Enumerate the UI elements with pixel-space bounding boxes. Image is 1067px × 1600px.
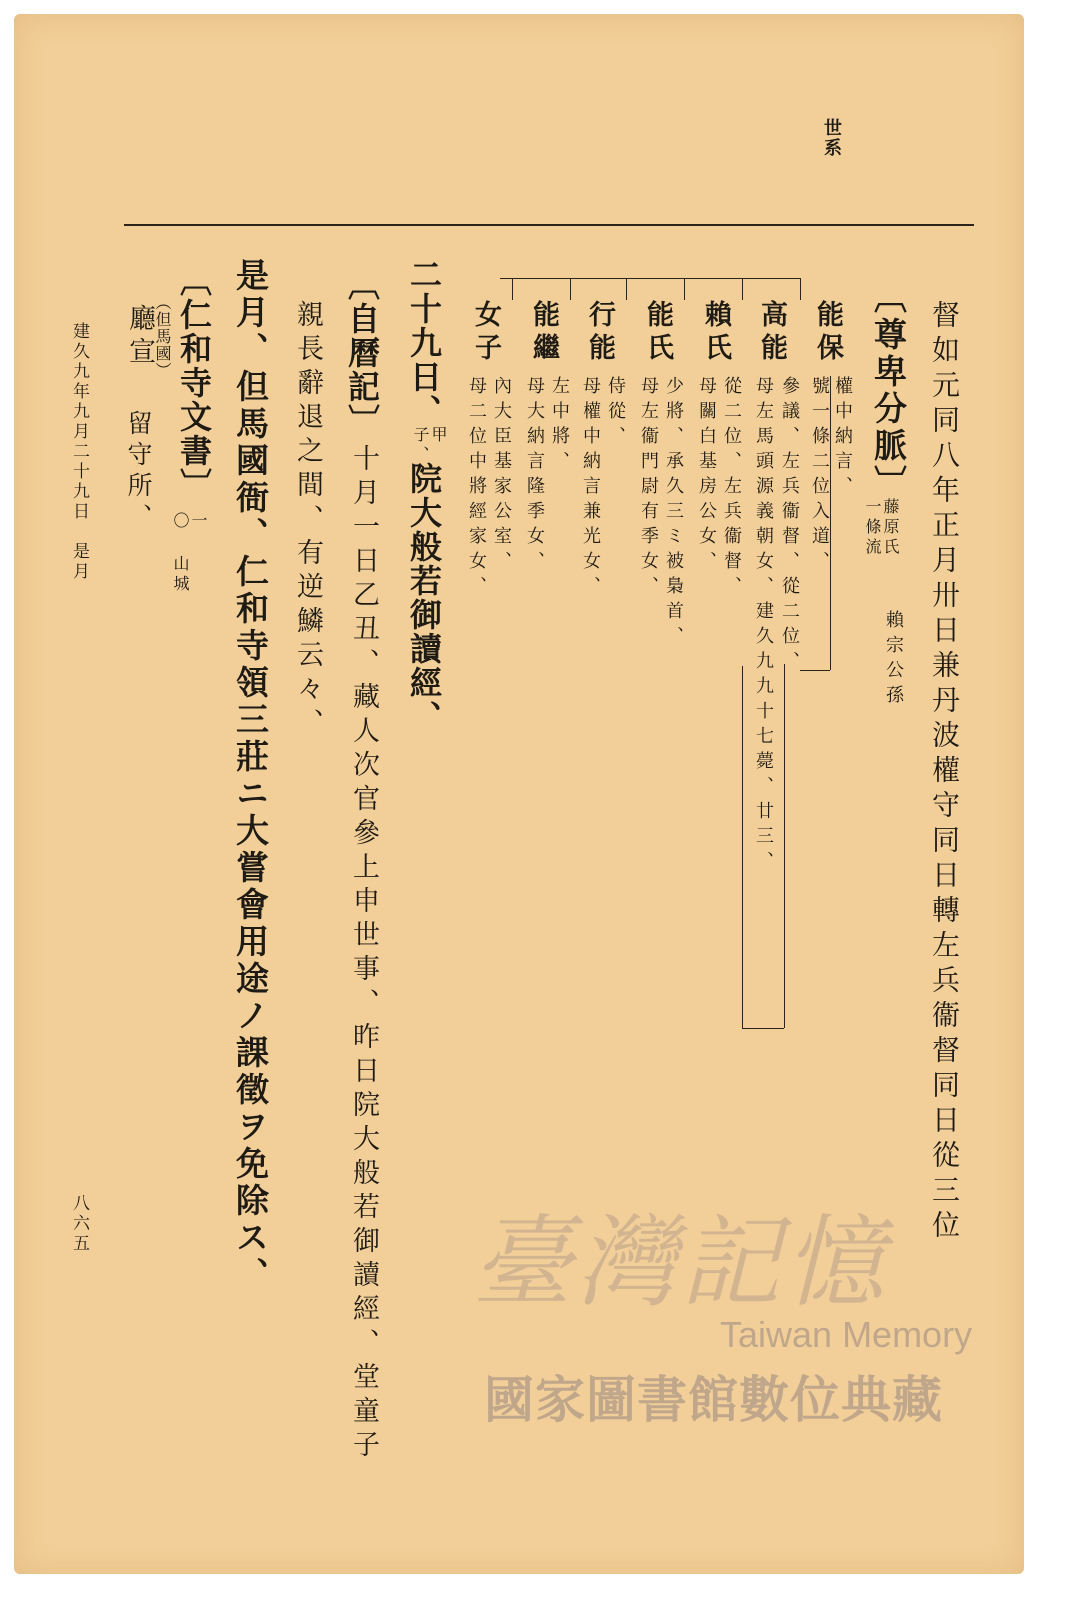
book-page (14, 14, 1024, 1574)
tree-line (742, 666, 743, 1028)
ninnaji-source-label: 〔仁和寺文書〕 (175, 264, 213, 502)
tree-line (626, 278, 627, 300)
daughter-note-2: 母二位中將經家女、 (466, 376, 487, 601)
tree-line (830, 376, 831, 670)
watermark-english: Taiwan Memory (720, 1314, 973, 1355)
tree-line (742, 278, 743, 300)
yoshiyasu-note-1: 權中納言、 (832, 376, 853, 501)
page-number: 八六五 (69, 1194, 89, 1254)
takayoshi-note-1: 參議、左兵衞督、從二位、 (779, 376, 800, 676)
tajima-note: （但馬國） (153, 294, 172, 379)
rusudokoro-text: 留守所、 (124, 410, 153, 534)
yoriuji-note-2: 母關白基房公女、 (696, 376, 717, 576)
daughter-note-1: 內大臣基家公室、 (491, 376, 512, 576)
sonpi-note-c: 賴宗公孫 (883, 610, 904, 710)
chosen-text: 廳宣 (124, 304, 155, 370)
text-line-chikanaga: 親長辭退之間、有逆鱗云々、 (292, 300, 323, 742)
header-rule (124, 224, 974, 226)
takayoshi-note-2: 母左馬頭源義朝女、建久九九十七薨、廿三、 (753, 376, 774, 876)
sonpi-note-a: 藤原氏 (881, 498, 900, 558)
watermark-library-name: 國家圖書館數位典藏 (484, 1371, 943, 1429)
jireki-text: 十月一日乙丑、藏人次官參上申世事、昨日院大般若御讀經、堂童子 (348, 444, 379, 1464)
tree-line (784, 664, 785, 1028)
genealogy-name-daughter: 女子 (470, 300, 501, 366)
entry-kore-month: 是月、但馬國衙、仁和寺領三莊ニ大嘗會用途ノ課徵ヲ免除ス、 (231, 258, 270, 1294)
yoshiuji-note-1: 少將、承久三ミ被梟首、 (663, 376, 684, 651)
genealogy-name-takayoshi: 高能 (756, 300, 787, 366)
running-footer: 建久九年九月二十九日 是月 (69, 322, 89, 582)
tree-line (684, 278, 685, 300)
yoshiuji-note-2: 母左衞門尉有季女、 (638, 376, 659, 601)
tree-line (800, 278, 801, 300)
ninnaji-note-b: 〇 山城 (171, 512, 190, 595)
tree-line (512, 278, 513, 300)
yoshiyasu-note-2: 號一條二位入道、 (809, 376, 830, 576)
tree-line (742, 1028, 784, 1029)
yoshitsugu-note-2: 母大納言隆季女、 (524, 376, 545, 576)
sonpi-note-b: 一條流 (863, 498, 882, 558)
genealogy-name-yukiyoshi: 行能 (584, 300, 615, 366)
entry-29-text: 院大般若御讀經、 (405, 462, 443, 734)
watermark-logo-chars: 臺灣記憶 (472, 1204, 888, 1321)
jireki-source-label: 〔自曆記〕 (343, 268, 381, 438)
tree-branch-line (500, 278, 800, 279)
genealogy-name-yoshiyasu: 能保 (812, 300, 843, 366)
sonpi-source-label: 〔尊卑分脈〕 (869, 280, 908, 502)
entry-date-29: 二十九日、 (405, 258, 443, 428)
genealogy-name-yoshiuji: 能氏 (642, 300, 673, 366)
text-line-1: 督如元同八年正月卅日兼丹波權守同日轉左兵衞督同日從三位 (928, 300, 961, 1245)
tree-line (570, 278, 571, 300)
day29-note-a: 甲 (429, 426, 448, 446)
day29-note-b: 子、 (411, 426, 430, 466)
genealogy-name-yoriuji: 賴氏 (700, 300, 731, 366)
yukiyoshi-note-1: 侍從、 (605, 376, 626, 451)
yoriuji-note-1: 從二位、左兵衞督、 (721, 376, 742, 601)
yukiyoshi-note-2: 母權中納言兼光女、 (580, 376, 601, 601)
genealogy-name-yoshitsugu: 能繼 (528, 300, 559, 366)
ninnaji-note-a: 一 (189, 512, 208, 532)
yoshitsugu-note-1: 左中將、 (549, 376, 570, 476)
tree-line (800, 670, 830, 671)
section-header: 世系 (821, 118, 842, 158)
